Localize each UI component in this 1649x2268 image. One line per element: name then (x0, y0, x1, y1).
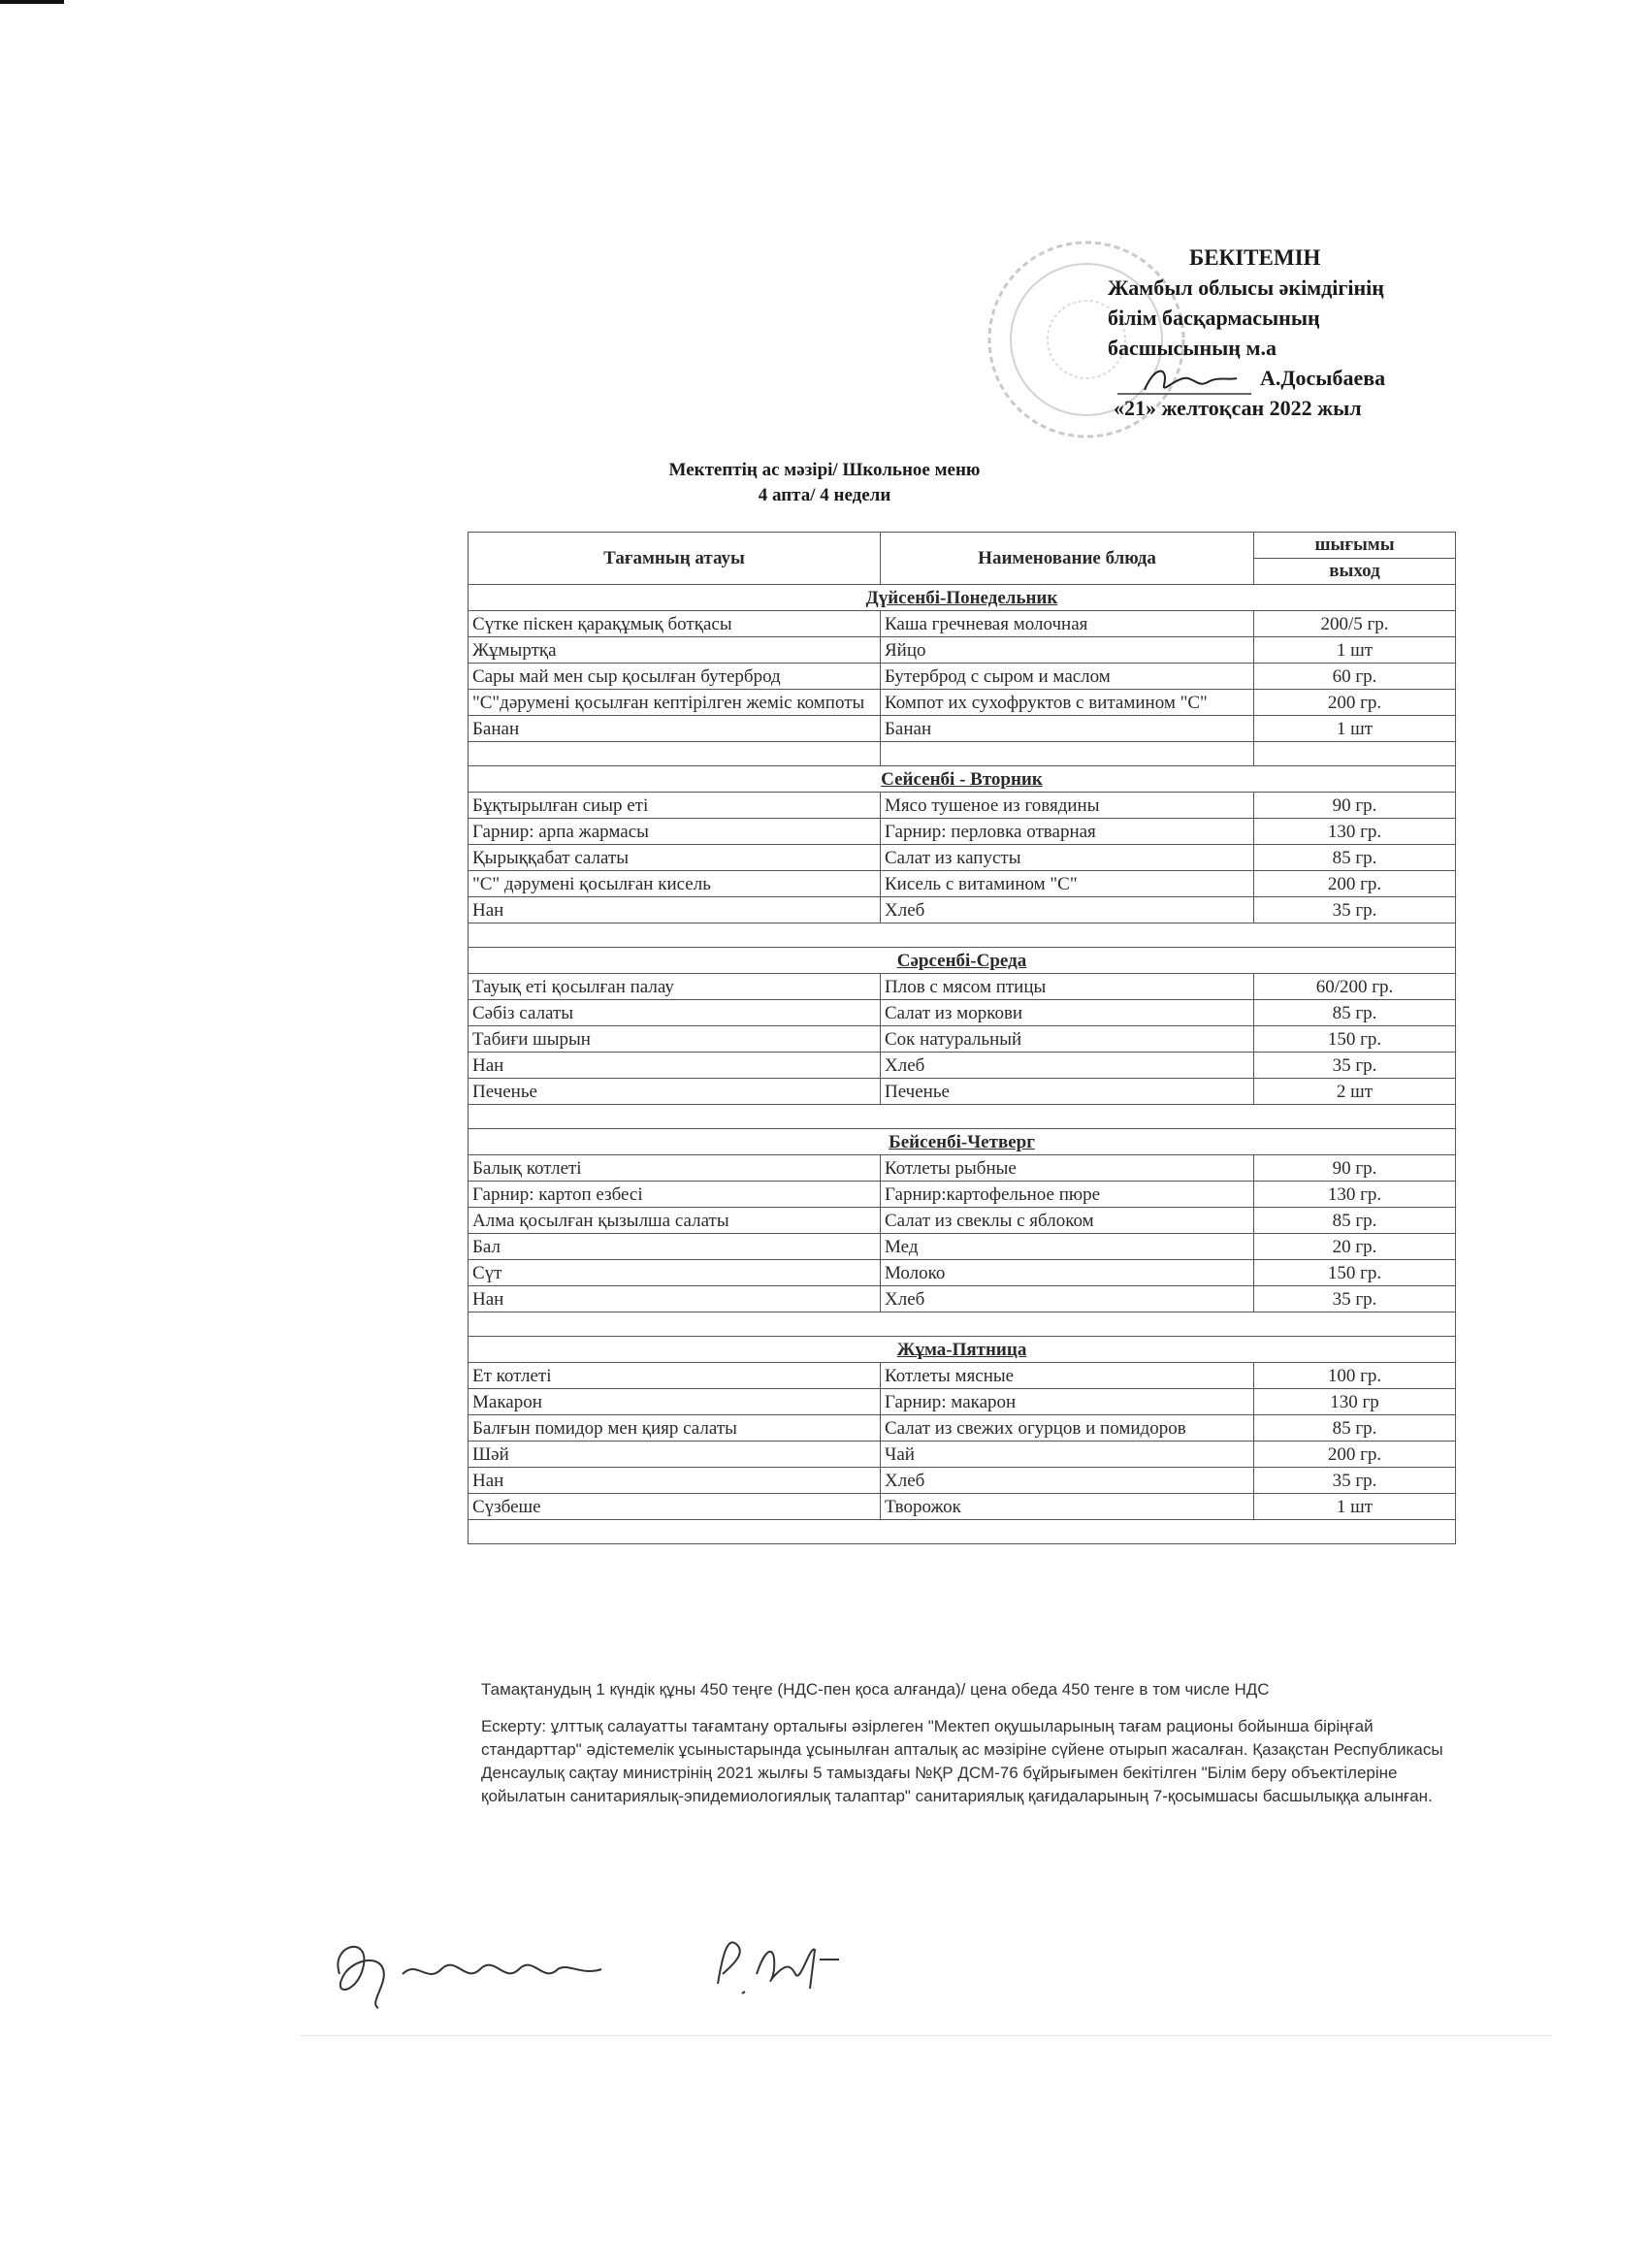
day-header-row (469, 1129, 1456, 1155)
dish-ru: Бутерброд с сыром и маслом (881, 664, 1254, 690)
remark-note: Ескерту: ұлттық салауатты тағамтану орталығы әзірлеген "Мектеп оқушыларының тағам рационы бойынша біріңғай стандарттар" әдістемелік ұсыныстарында ұсынылған апталық ас мәзіріне сүйене отырып жасалған. Қазақстан Республикасы Денсаулық сақтау министрінің 2021 жылғы 5 тамыздағы №ҚР ДСМ-76 бұйрығымен бекітілген "Білім беру объектілеріне қойылатын санитариялық-эпидемиологиялық талаптар" санитариялық қағидаларының 7-қосымшасы басшылыққа алынған. (481, 1717, 1443, 1805)
dish-output: 85 гр. (1254, 1000, 1456, 1026)
dish-output: 200/5 гр. (1254, 611, 1456, 637)
dish-output: 90 гр. (1254, 1155, 1456, 1182)
table-row (469, 637, 1456, 664)
dish-kz: Тауық еті қосылған палау (469, 974, 881, 1000)
dish-output: 100 гр. (1254, 1363, 1456, 1389)
table-row (469, 1415, 1456, 1442)
dish-ru: Каша гречневая молочная (881, 611, 1254, 637)
dish-kz: Балық котлеті (469, 1155, 881, 1182)
column-header-output-kz: шығымы (1254, 533, 1456, 559)
dish-ru: Банан (881, 716, 1254, 742)
column-header-ru: Наименование блюда (881, 533, 1254, 585)
dish-output: 85 гр. (1254, 1208, 1456, 1234)
dish-kz: Печенье (469, 1079, 881, 1105)
dish-kz: Сүзбеше (469, 1494, 881, 1520)
day-header-row (469, 948, 1456, 974)
dish-ru: Хлеб (881, 1053, 1254, 1079)
day-name: Сәрсенбі-Среда (469, 948, 1456, 974)
dish-output: 200 гр. (1254, 690, 1456, 716)
table-row (469, 1053, 1456, 1079)
dish-ru: Котлеты рыбные (881, 1155, 1254, 1182)
approval-line: басшысының м.а (1108, 336, 1277, 360)
spacer-row (469, 1520, 1456, 1544)
dish-ru: Салат из свежих огурцов и помидоров (881, 1415, 1254, 1442)
dish-ru: Печенье (881, 1079, 1254, 1105)
dish-kz: "С" дәрумені қосылған кисель (469, 871, 881, 897)
dish-ru: Хлеб (881, 1468, 1254, 1494)
price-note: Тамақтанудың 1 күндік құны 450 теңге (НДС-пен қоса алғанда)/ цена обеда 450 тенге в том числе НДС (481, 1680, 1270, 1699)
dish-ru: Гарнир: макарон (881, 1389, 1254, 1415)
dish-kz: Гарнир: картоп езбесі (469, 1182, 881, 1208)
notes-block (481, 1678, 1451, 1822)
dish-output: 85 гр. (1254, 845, 1456, 871)
dish-ru: Хлеб (881, 1286, 1254, 1312)
approval-line: білім басқармасының (1108, 306, 1320, 330)
dish-ru: Компот их сухофруктов с витамином "С" (881, 690, 1254, 716)
table-row (469, 1155, 1456, 1182)
dish-output: 2 шт (1254, 1079, 1456, 1105)
dish-ru: Хлеб (881, 897, 1254, 923)
page-title: Мектептің ас мәзірі/ Школьное меню (668, 460, 981, 480)
dish-ru: Гарнир:картофельное пюре (881, 1182, 1254, 1208)
table-row (469, 1442, 1456, 1468)
dish-kz: Ет котлеті (469, 1363, 881, 1389)
dish-kz: Нан (469, 1053, 881, 1079)
day-header-row (469, 585, 1456, 611)
dish-kz: Алма қосылған қызылша салаты (469, 1208, 881, 1234)
dish-output: 60/200 гр. (1254, 974, 1456, 1000)
table-row (469, 1363, 1456, 1389)
table-row (469, 1000, 1456, 1026)
table-row (469, 793, 1456, 819)
dish-ru: Сок натуральный (881, 1026, 1254, 1053)
table-row (469, 1260, 1456, 1286)
dish-ru: Молоко (881, 1260, 1254, 1286)
dish-output: 200 гр. (1254, 871, 1456, 897)
dish-output: 1 шт (1254, 1494, 1456, 1520)
spacer-row (469, 742, 1456, 766)
dish-kz: Қырыққабат салаты (469, 845, 881, 871)
table-row (469, 1468, 1456, 1494)
approval-date: «21» желтоқсан 2022 жыл (1114, 396, 1362, 420)
spacer-row (469, 923, 1456, 948)
dish-output: 200 гр. (1254, 1442, 1456, 1468)
dish-ru: Салат из капусты (881, 845, 1254, 871)
table-row (469, 1208, 1456, 1234)
table-row (469, 819, 1456, 845)
day-header-row (469, 766, 1456, 793)
scan-edge-mark (0, 0, 64, 4)
spacer-row (469, 1105, 1456, 1129)
dish-output: 1 шт (1254, 637, 1456, 664)
table-row (469, 1389, 1456, 1415)
page-subtitle: 4 апта/ 4 недели (758, 485, 891, 505)
table-row (469, 716, 1456, 742)
dish-ru: Котлеты мясные (881, 1363, 1254, 1389)
day-name: Сейсенбі - Вторник (469, 766, 1456, 793)
dish-output: 130 гр (1254, 1389, 1456, 1415)
dish-ru: Плов с мясом птицы (881, 974, 1254, 1000)
day-name: Жұма-Пятница (469, 1337, 1456, 1363)
table-row (469, 871, 1456, 897)
dish-kz: Бал (469, 1234, 881, 1260)
table-row (469, 1234, 1456, 1260)
approval-signer: А.Досыбаева (1260, 366, 1386, 390)
dish-output: 20 гр. (1254, 1234, 1456, 1260)
handwritten-signature-icon (310, 1916, 892, 2013)
dish-kz: Сүт (469, 1260, 881, 1286)
dish-kz: "С"дәруменi қосылған кептірілген жеміс компоты (469, 690, 881, 716)
dish-kz: Нан (469, 1286, 881, 1312)
dish-kz: Сәбіз салаты (469, 1000, 881, 1026)
day-name: Дүйсенбі-Понедельник (469, 585, 1456, 611)
table-row (469, 845, 1456, 871)
table-row (469, 1026, 1456, 1053)
day-name: Бейсенбі-Четверг (469, 1129, 1456, 1155)
table-row (469, 611, 1456, 637)
dish-kz: Бұқтырылған сиыр еті (469, 793, 881, 819)
dish-kz: Жұмыртқа (469, 637, 881, 664)
dish-kz: Нан (469, 897, 881, 923)
dish-output: 130 гр. (1254, 1182, 1456, 1208)
dish-output: 35 гр. (1254, 897, 1456, 923)
dish-ru: Гарнир: перловка отварная (881, 819, 1254, 845)
dish-ru: Салат из моркови (881, 1000, 1254, 1026)
spacer-row (469, 1312, 1456, 1337)
dish-ru: Кисель с витамином "С" (881, 871, 1254, 897)
dish-ru: Салат из свеклы с яблоком (881, 1208, 1254, 1234)
dish-output: 85 гр. (1254, 1415, 1456, 1442)
dish-kz: Сары май мен сыр қосылған бутерброд (469, 664, 881, 690)
dish-kz: Гарнир: арпа жармасы (469, 819, 881, 845)
dish-output: 1 шт (1254, 716, 1456, 742)
dish-output: 90 гр. (1254, 793, 1456, 819)
table-row (469, 974, 1456, 1000)
table-row (469, 1494, 1456, 1520)
table-row (469, 1286, 1456, 1312)
dish-ru: Творожок (881, 1494, 1254, 1520)
approval-signature-icon (1116, 361, 1261, 400)
dish-kz: Балғын помидор мен қияр салаты (469, 1415, 881, 1442)
day-header-row (469, 1337, 1456, 1363)
table-row (469, 1079, 1456, 1105)
column-header-output-ru: выход (1254, 559, 1456, 585)
dish-kz: Шәй (469, 1442, 881, 1468)
approval-title: БЕКІТЕМІН (1189, 245, 1321, 270)
dish-output: 150 гр. (1254, 1260, 1456, 1286)
table-row (469, 664, 1456, 690)
table-row (469, 897, 1456, 923)
dish-ru: Яйцо (881, 637, 1254, 664)
table-header-row (469, 533, 1456, 559)
dish-ru: Мед (881, 1234, 1254, 1260)
dish-kz: Сүтке піскен қарақұмық ботқасы (469, 611, 881, 637)
approval-line: Жамбыл облысы әкімдігінің (1108, 275, 1384, 300)
menu-table (468, 532, 1456, 1544)
scan-artifact-line (301, 2035, 1552, 2036)
dish-output: 150 гр. (1254, 1026, 1456, 1053)
dish-ru: Мясо тушеное из говядины (881, 793, 1254, 819)
dish-output: 35 гр. (1254, 1286, 1456, 1312)
dish-kz: Банан (469, 716, 881, 742)
dish-kz: Макарон (469, 1389, 881, 1415)
dish-output: 130 гр. (1254, 819, 1456, 845)
dish-output: 60 гр. (1254, 664, 1456, 690)
dish-output: 35 гр. (1254, 1053, 1456, 1079)
table-row (469, 1182, 1456, 1208)
dish-kz: Табиғи шырын (469, 1026, 881, 1053)
table-row (469, 690, 1456, 716)
dish-ru: Чай (881, 1442, 1254, 1468)
dish-output: 35 гр. (1254, 1468, 1456, 1494)
dish-kz: Нан (469, 1468, 881, 1494)
column-header-kz: Тағамның атауы (469, 533, 881, 585)
